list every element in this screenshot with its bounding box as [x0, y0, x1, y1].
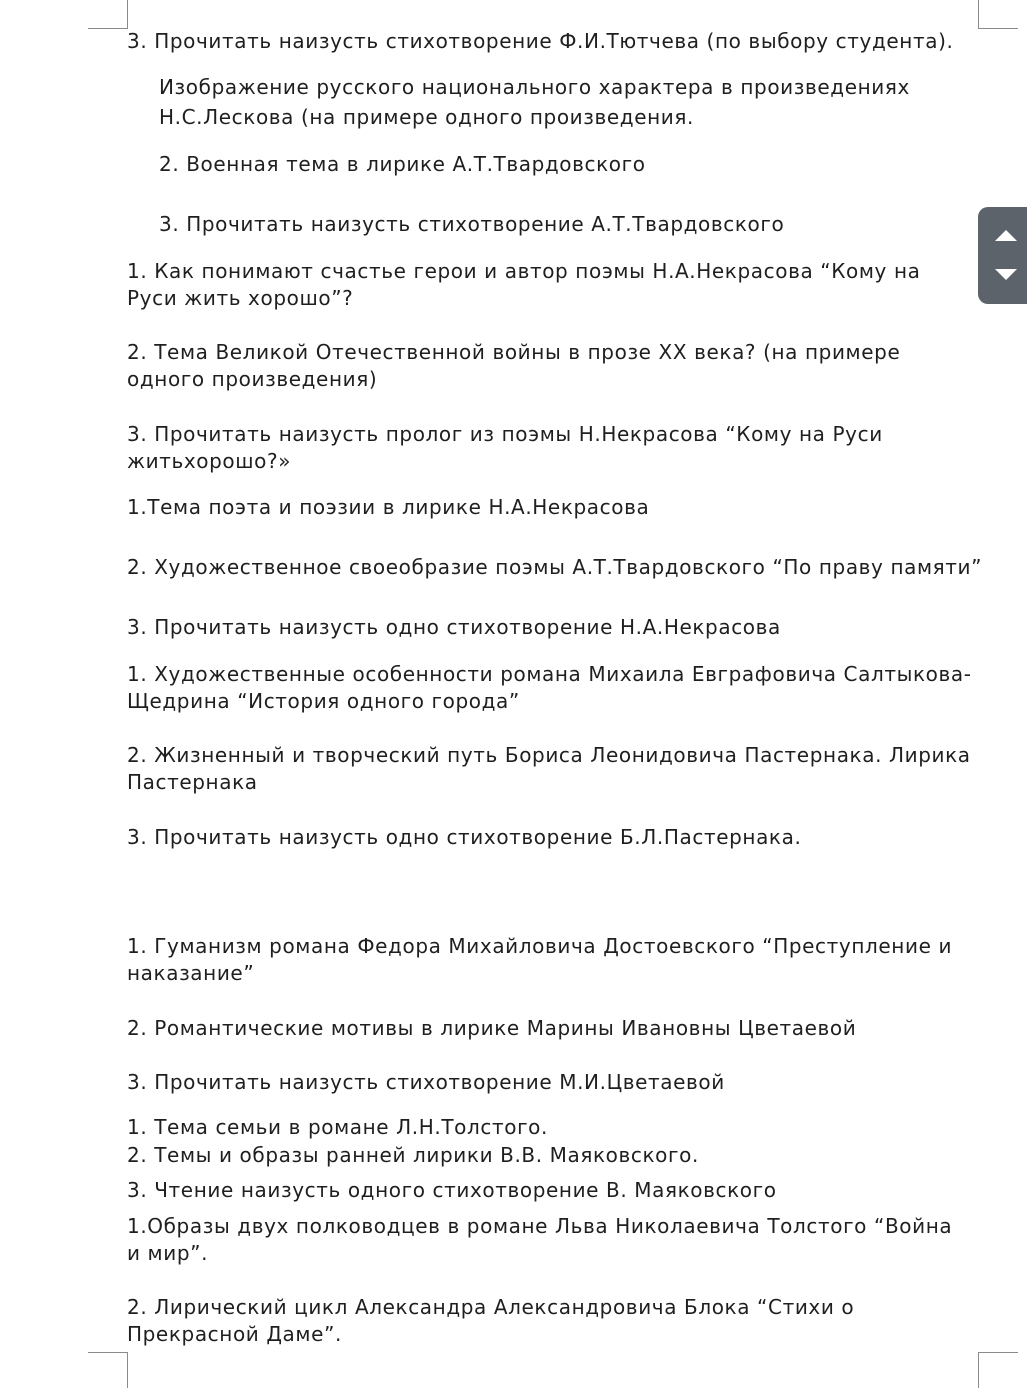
crop-mark: [978, 1352, 1018, 1353]
crop-mark: [978, 28, 1018, 29]
text-line: Пастернака: [127, 770, 258, 794]
text-line: 3. Прочитать наизусть стихотворение М.И.Цветаевой: [127, 1070, 725, 1094]
triangle-down-icon[interactable]: [995, 269, 1017, 280]
crop-mark: [88, 28, 128, 29]
text-line: 2. Тема Великой Отечественной войны в прозе XX века? (на примере: [127, 340, 901, 364]
text-line: 2. Темы и образы ранней лирики В.В. Маяковского.: [127, 1143, 699, 1167]
page-scroll-control: [978, 207, 1027, 304]
text-line: 1. Тема семьи в романе Л.Н.Толстого.: [127, 1115, 548, 1139]
text-line: 1.Тема поэта и поэзии в лирике Н.А.Некрасова: [127, 495, 650, 519]
text-line: 1. Гуманизм романа Федора Михайловича Достоевского “Преступление и: [127, 934, 953, 958]
text-line: 2. Художественное своеобразие поэмы А.Т.Твардовского “По праву памяти”: [127, 555, 983, 579]
crop-mark: [127, 0, 128, 28]
crop-mark: [978, 1352, 979, 1388]
text-line: 2. Жизненный и творческий путь Бориса Леонидовича Пастернака. Лирика: [127, 743, 971, 767]
text-line: Щедрина “История одного города”: [127, 689, 520, 713]
text-line: наказание”: [127, 961, 255, 985]
text-line: 3. Прочитать наизусть стихотворение А.Т.Твардовского: [159, 212, 785, 236]
text-line: 1. Как понимают счастье герои и автор поэмы Н.А.Некрасова “Кому на: [127, 259, 921, 283]
text-line: 3. Прочитать наизусть стихотворение Ф.И.Тютчева (по выбору студента).: [127, 29, 954, 53]
text-line: одного произведения): [127, 367, 378, 391]
text-line: Н.С.Лескова (на примере одного произведения.: [159, 105, 694, 129]
text-line: Прекрасной Даме”.: [127, 1322, 342, 1346]
text-line: 2. Военная тема в лирике А.Т.Твардовского: [159, 152, 646, 176]
text-line: 3. Прочитать наизусть одно стихотворение Б.Л.Пастернака.: [127, 825, 802, 849]
text-line: и мир”.: [127, 1241, 209, 1265]
text-line: 3. Чтение наизусть одного стихотворение В. Маяковского: [127, 1178, 777, 1202]
text-line: 3. Прочитать наизусть одно стихотворение Н.А.Некрасова: [127, 615, 781, 639]
crop-mark: [127, 1352, 128, 1388]
triangle-up-icon[interactable]: [995, 230, 1017, 241]
text-line: 2. Романтические мотивы в лирике Марины Ивановны Цветаевой: [127, 1016, 857, 1040]
text-line: Изображение русского национального характера в произведениях: [159, 75, 910, 99]
text-line: 1.Образы двух полководцев в романе Льва Николаевича Толстого “Война: [127, 1214, 953, 1238]
text-line: Руси жить хорошо”?: [127, 286, 354, 310]
text-line: 1. Художественные особенности романа Михаила Евграфовича Салтыкова-: [127, 662, 972, 686]
text-line: 3. Прочитать наизусть пролог из поэмы Н.Некрасова “Кому на Руси: [127, 422, 883, 446]
crop-mark: [978, 0, 979, 28]
crop-mark: [88, 1352, 128, 1353]
text-line: 2. Лирический цикл Александра Александровича Блока “Стихи о: [127, 1295, 855, 1319]
text-line: житьхорошо?»: [127, 449, 292, 473]
